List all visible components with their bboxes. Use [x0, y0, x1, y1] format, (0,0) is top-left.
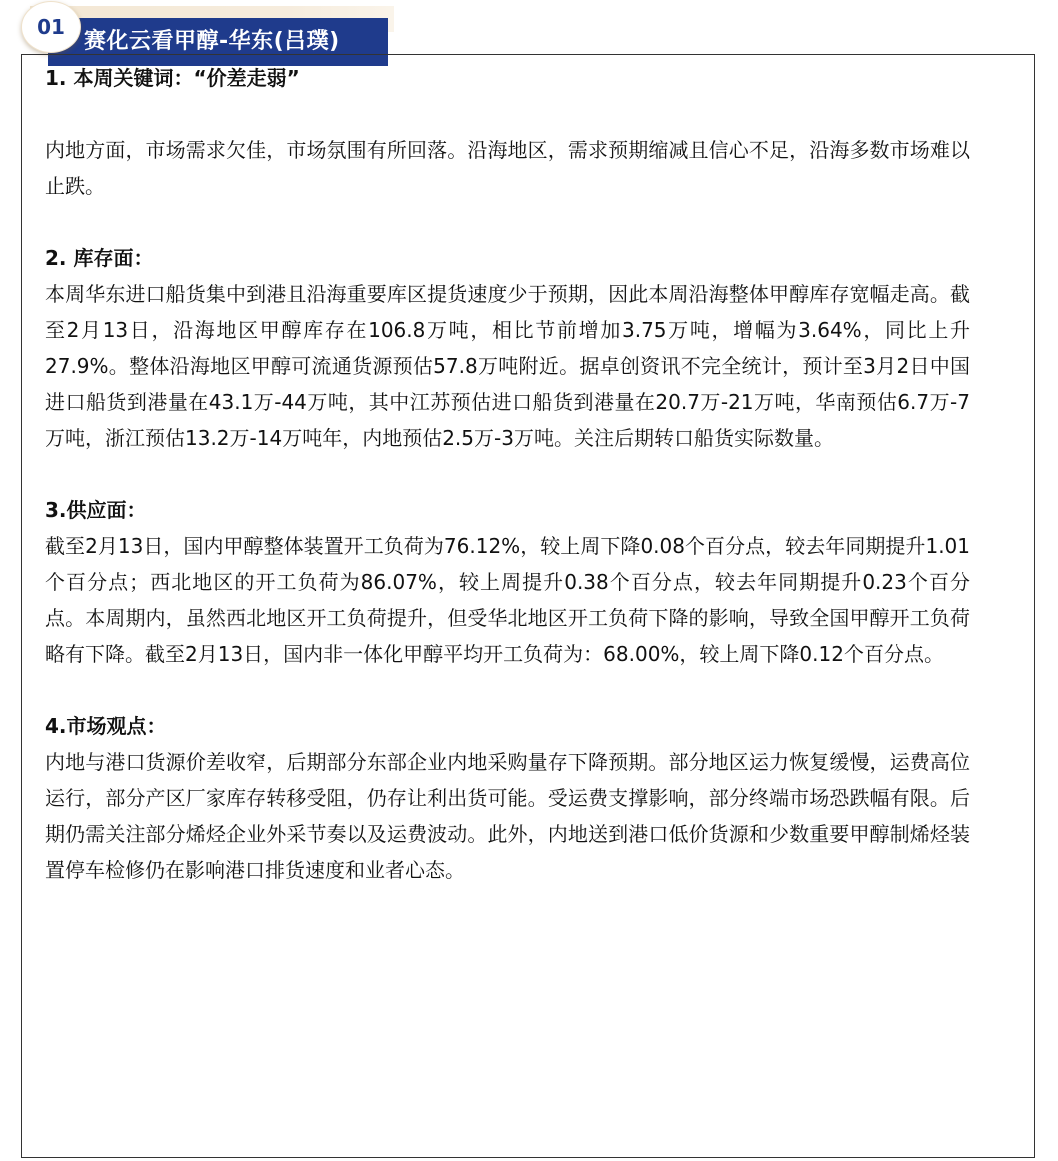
section-4-heading: 4.市场观点： [45, 714, 167, 738]
section-3-text: 截至2月13日，国内甲醇整体装置开工负荷为76.12%，较上周下降0.08个百分点，较去年同期提升1.01个百分点；西北地区的开工负荷为86.07%，较上周提升0.38个百分点，较去年同期提升0.23个百分点。本周期内，虽然西北地区开工负荷提升，但受华北地区开工负荷下降的影响，导致全国甲醇开工负荷略有下降。截至2月13日，国内非一体化甲醇平均开工负荷为：68.00%，较上周下降0.12个百分点。 [45, 534, 970, 666]
section-4-text: 内地与港口货源价差收窄，后期部分东部企业内地采购量存下降预期。部分地区运力恢复缓慢，运费高位运行，部分产区厂家库存转移受阻，仍存让利出货可能。受运费支撑影响，部分终端市场恐跌幅有限。后期仍需关注部分烯烃企业外采节奏以及运费波动。此外，内地送到港口低价货源和少数重要甲醇制烯烃装置停车检修仍在影响港口排货速度和业者心态。 [45, 750, 970, 882]
section-number: 01 [37, 15, 65, 39]
section-2-text: 本周华东进口船货集中到港且沿海重要库区提货速度少于预期，因此本周沿海整体甲醇库存宽幅走高。截至2月13日，沿海地区甲醇库存在106.8万吨，相比节前增加3.75万吨，增幅为3.64%，同比上升27.9%。整体沿海地区甲醇可流通货源预估57.8万吨附近。据卓创资讯不完全统计，预计至3月2日中国进口船货到港量在43.1万-44万吨，其中江苏预估进口船货到港量在20.7万-21万吨，华南预估6.7万-7万吨，浙江预估13.2万-14万吨年，内地预估2.5万-3万吨。关注后期转口船货实际数量。 [45, 282, 970, 450]
section-3-heading: 3.供应面： [45, 498, 147, 522]
section-1-heading: 1. 本周关键词：“价差走弱” [45, 66, 300, 90]
header-title: 赛化云看甲醇-华东(吕璞) [84, 29, 340, 54]
section-number-badge [21, 1, 81, 53]
section-2-heading: 2. 库存面： [45, 246, 154, 270]
article-body [45, 60, 970, 888]
section-1-text: 内地方面，市场需求欠佳，市场氛围有所回落。沿海地区，需求预期缩减且信心不足，沿海多数市场难以止跌。 [45, 138, 970, 198]
